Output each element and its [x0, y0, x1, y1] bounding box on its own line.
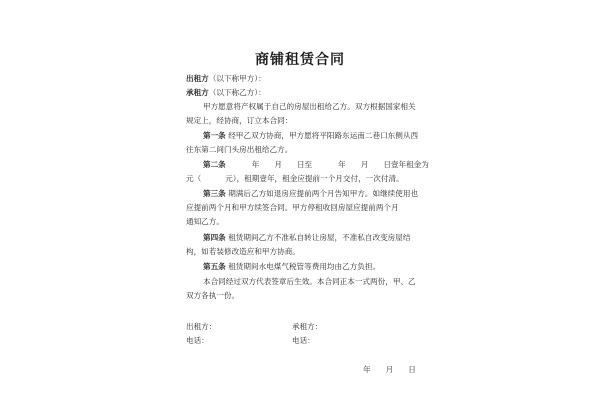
lessee-note: （以下称乙方）：: [208, 88, 266, 97]
clause-3-line-2: 应提前两个月和甲方续签合同。甲方停租收回房屋应提前两个月: [186, 203, 399, 212]
date-year: 年: [363, 365, 371, 374]
clause-3-line-1: [203, 189, 418, 199]
closing-line-2: 双方各执一份。: [186, 291, 240, 300]
clause-2-line-2: [186, 174, 404, 184]
clause-1-line-2: 往东第二间门头房出租给乙方。: [186, 145, 293, 154]
signature-phone-2: 电话：: [292, 336, 315, 345]
clause-2-day-to: 日至: [296, 160, 313, 169]
clause-2-year: 年: [251, 160, 260, 169]
clause-1-text-1: 经甲乙双方协商，甲方愿将平阳路东运南二巷口东侧从西: [228, 131, 419, 140]
clause-3-line-3: 通知乙方。: [186, 217, 224, 226]
lessee-line: [186, 88, 266, 98]
clause-3-text-1: 期满后乙方如退房应提前两个月告知甲方。如继续使用也: [228, 189, 419, 198]
clause-2-suffix: 元），租期壹年，租金应提前一个月交付，一次付清。: [225, 174, 404, 183]
clause-2-year-2: 年: [338, 160, 346, 169]
intro-line-1: 甲方愿意将产权属于自己的房屋出租给乙方。双方根据国家相关: [203, 102, 416, 111]
clause-4-line-2: 构，如若装修改造应和甲方协商。: [186, 247, 300, 256]
signature-lessor: 出租方：: [186, 322, 217, 331]
lessor-note: （以下称甲方）：: [208, 74, 266, 83]
clause-5-line-1: [203, 262, 380, 272]
clause-2-line-1: [203, 160, 429, 170]
clause-2-label: 第二条: [203, 160, 226, 169]
clause-1-line-1: [203, 131, 418, 141]
lessor-line: [186, 74, 266, 84]
clause-2-tail: 日壹年租金为: [383, 160, 429, 169]
clause-4-text-1: 租赁期间乙方不准私自转让房屋，不准私自改变房屋结: [228, 233, 411, 242]
clause-4-line-1: [203, 233, 410, 243]
clause-3-label: 第三条: [203, 189, 226, 198]
clause-5-text-1: 租赁期间水电煤气税管等费用均由乙方负担。: [228, 262, 381, 271]
signature-phone-1: 电话：: [186, 336, 209, 345]
lessor-label: 出租方: [186, 74, 209, 83]
clause-2-prefix: 元（: [186, 174, 202, 183]
date-month: 月: [385, 365, 394, 374]
clause-5-label: 第五条: [203, 262, 226, 271]
signature-lessee: 承租方：: [292, 322, 323, 331]
clause-2-month: 月: [274, 160, 282, 169]
date-line: [363, 365, 416, 375]
clause-2-month-2: 月: [360, 160, 369, 169]
clause-1-label: 第一条: [203, 131, 226, 140]
intro-line-2: 规定上，经协商，订立本合同：: [186, 116, 293, 125]
date-day: 日: [408, 365, 416, 374]
lessee-label: 承租方: [186, 88, 209, 97]
clause-4-label: 第四条: [203, 233, 226, 242]
closing-line-1: 本合同经过双方代表签章后生效。本合同正本一式两份，甲、乙: [203, 277, 416, 286]
document-title: 商铺租赁合同: [255, 52, 345, 68]
